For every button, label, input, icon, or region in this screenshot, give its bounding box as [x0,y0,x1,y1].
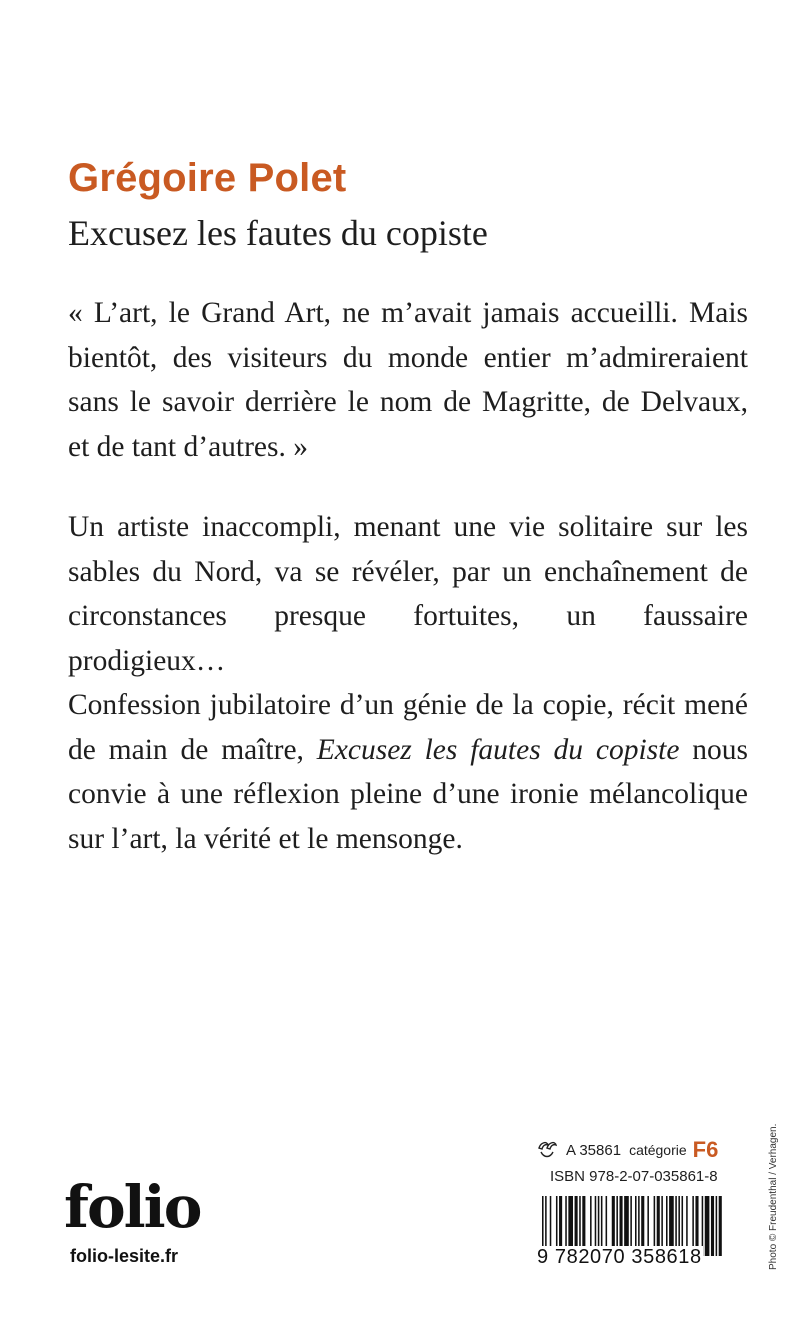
blurb-line: circonstances presque fortuites, un faussaire prodigieux… [68,600,748,677]
publisher-website: folio-lesite.fr [70,1246,179,1266]
category-badge: F6 [692,1137,719,1162]
blurb [68,505,748,861]
quote-line: sans le savoir derrière le nom de Magritte, de Delvaux, [68,386,748,418]
blurb-italic-title: Excusez les fautes du copiste [316,733,680,766]
dolphins-icon [536,1140,558,1160]
author-name: Grégoire Polet [68,156,347,200]
category-label: catégorie [629,1142,687,1158]
folio-logo: folio [64,1173,201,1241]
blurb-line: sur l’art, la vérité et le mensonge. [68,822,463,855]
quote-excerpt [68,291,748,469]
quote-line: et de tant d’autres. » [68,430,309,463]
blurb-line: Confession jubilatoire d’un génie de la copie, récit mené [68,689,748,721]
quote-line: « L’art, le Grand Art, ne m’avait jamais accueilli. Mais [68,297,748,329]
blurb-text: de main de maître, [68,733,317,766]
isbn: ISBN 978-2-07-035861-8 [550,1168,718,1185]
catalog-info [536,1138,722,1162]
quote-line: bientôt, des visiteurs du monde entier m’admireraient [68,341,748,374]
blurb-line [68,728,748,773]
blurb-line: sables du Nord, va se révéler, par un enchaînement de [68,555,748,588]
blurb-line: convie à une réflexion pleine d’une ironie mélancolique [68,778,748,810]
photo-credit: Photo © Freudenthal / Verhagen. [768,1123,779,1270]
blurb-text: nous [679,733,749,766]
book-title: Excusez les fautes du copiste [68,213,488,253]
blurb-line: Un artiste inaccompli, menant une vie solitaire sur les [68,511,748,543]
catalog-code: A 35861 [566,1141,622,1159]
barcode [536,1196,726,1278]
barcode-digits: 9 782070 358618 [537,1246,702,1268]
